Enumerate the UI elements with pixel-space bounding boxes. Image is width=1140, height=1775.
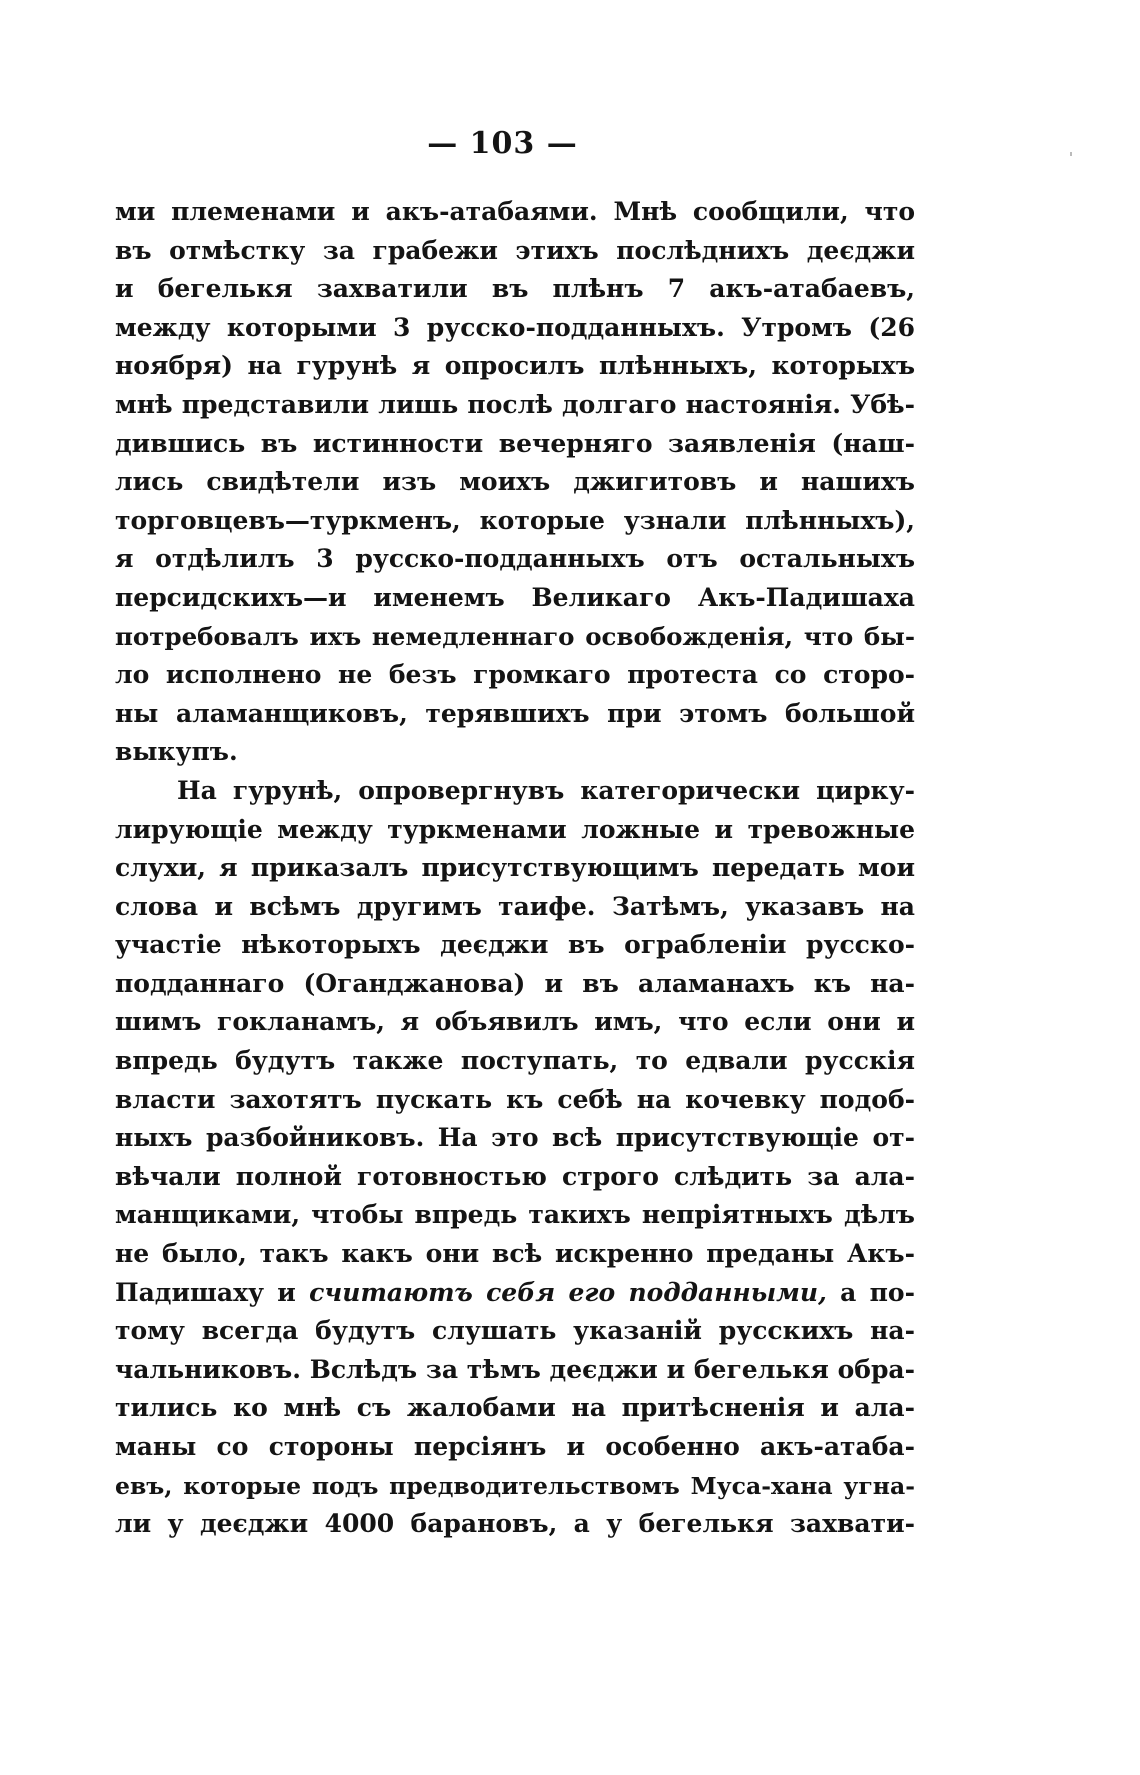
page-edge-mark (1070, 152, 1072, 156)
paragraph-2 (115, 772, 915, 1544)
text-line: слухи, я приказалъ присутствующимъ передать мои (115, 853, 915, 883)
text-line: ли у деєджи 4000 барановъ, а у бегелькя захвати- (115, 1509, 915, 1539)
paragraph-1 (115, 193, 915, 772)
text-line: потребовалъ ихъ немедленнаго освобожденія, что бы- (115, 621, 915, 651)
text-line: маны со стороны персіянъ и особенно акъ-атаба- (115, 1432, 915, 1461)
text-segment: Падишаху и (115, 1277, 310, 1307)
text-line: выкупъ. (115, 737, 238, 767)
text-line: евъ, которые подъ предводительствомъ Муса-хана угна- (115, 1471, 915, 1500)
text-line: и бегелькя захватили въ плѣнъ 7 акъ-атабаевъ, (115, 274, 915, 304)
text-line: шимъ гокланамъ, я объявилъ имъ, что если они и (115, 1007, 915, 1037)
text-line: тились ко мнѣ съ жалобами на притѣсненія и ала- (115, 1393, 915, 1423)
text-line: На гурунѣ, опровергнувъ категорически цирку- (177, 775, 915, 805)
text-line: дившись въ истинности вечерняго заявленія (наш- (115, 428, 915, 458)
text-line: чальниковъ. Вслѣдъ за тѣмъ деєджи и бегелькя обра- (115, 1354, 915, 1384)
text-line: участіе нѣкоторыхъ деєджи въ ограбленіи русско- (115, 930, 915, 960)
text-line: власти захотятъ пускать къ себѣ на кочевку подоб- (115, 1084, 915, 1114)
text-line: лись свидѣтели изъ моихъ джигитовъ и нашихъ (115, 467, 915, 497)
text-line: ноября) на гурунѣ я опросилъ плѣнныхъ, которыхъ (115, 351, 915, 381)
text-line: не было, такъ какъ они всѣ искренно преданы Акъ- (115, 1239, 915, 1269)
text-line: ми племенами и акъ-атабаями. Мнѣ сообщили, что (115, 197, 915, 226)
text-segment: а по- (826, 1277, 915, 1307)
text-line: ныхъ разбойниковъ. На это всѣ присутствующіе от- (115, 1123, 915, 1153)
text-line: я отдѣлилъ 3 русско-подданныхъ отъ остальныхъ (115, 544, 915, 574)
text-line: ло исполнено не безъ громкаго протеста со сторо- (115, 660, 915, 690)
text-line: персидскихъ—и именемъ Великаго Акъ-Падишаха (115, 582, 915, 612)
text-line: лирующіе между туркменами ложные и тревожные (115, 814, 915, 844)
text-line: между которыми 3 русско-подданныхъ. Утромъ (26 (115, 312, 915, 342)
text-line: вѣчали полной готовностью строго слѣдить за ала- (115, 1161, 915, 1191)
text-line: торговцевъ—туркменъ, которые узнали плѣнныхъ), (115, 505, 915, 535)
body-text (115, 193, 915, 1544)
text-line: въ отмѣстку за грабежи этихъ послѣднихъ деєджи (115, 235, 915, 265)
page-number: — 103 — (427, 126, 578, 161)
text-line: мнѣ представили лишь послѣ долгаго настоянія. Убѣ- (115, 389, 915, 419)
text-line: впредь будутъ также поступать, то едвали русскія (115, 1046, 915, 1076)
text-line-with-italic (115, 1274, 915, 1313)
text-line: подданнаго (Оганджанова) и въ аламанахъ къ на- (115, 968, 915, 998)
italic-emphasis: считаютъ себя его подданными, (309, 1277, 827, 1307)
text-line: тому всегда будутъ слушать указаній русскихъ на- (115, 1316, 915, 1346)
text-line: слова и всѣмъ другимъ таифе. Затѣмъ, указавъ на (115, 891, 915, 921)
text-line: манщиками, чтобы впредь такихъ непріятныхъ дѣлъ (115, 1200, 915, 1230)
text-line: ны аламанщиковъ, терявшихъ при этомъ большой (115, 698, 915, 728)
